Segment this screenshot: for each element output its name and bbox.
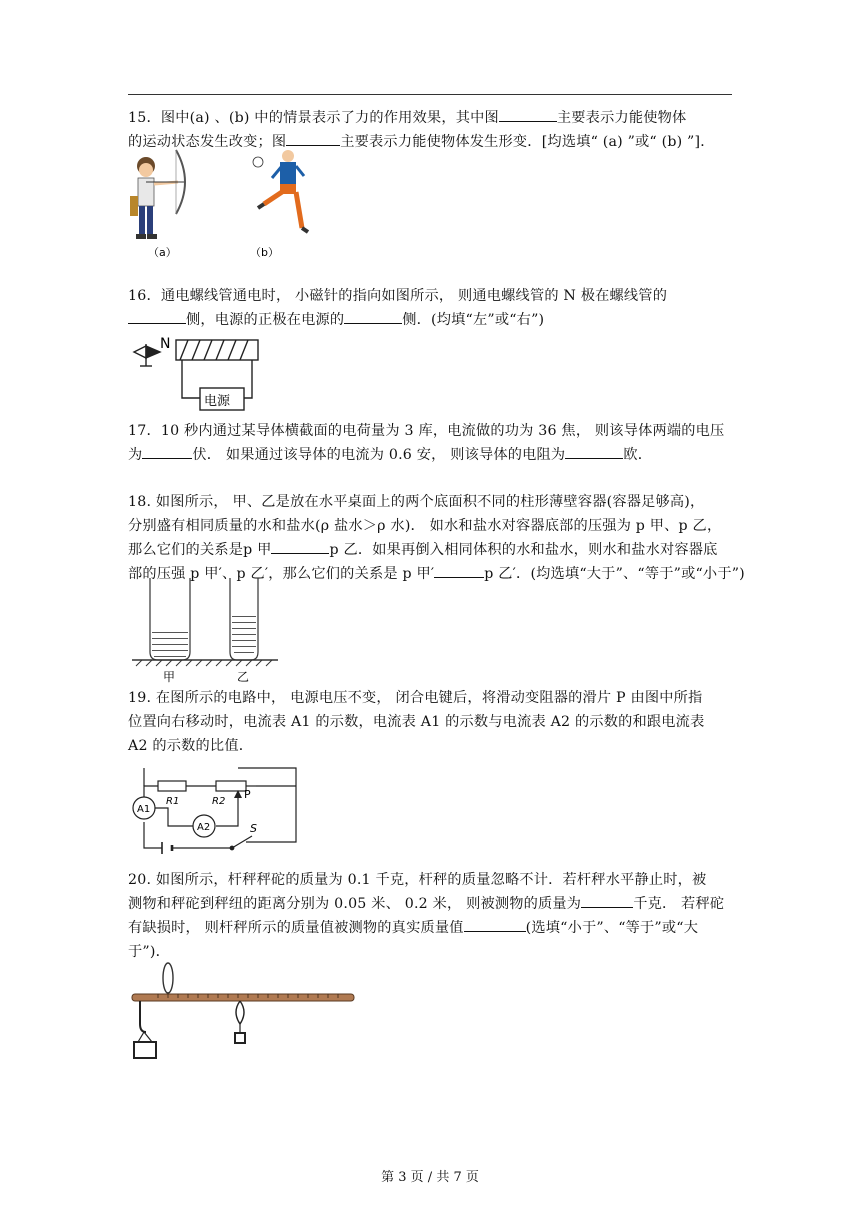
container-yi: [230, 578, 258, 660]
q16-blank-2: [344, 308, 402, 324]
q15-line1-b: 主要表示力能使物体: [556, 110, 687, 126]
q18-blank-2: [434, 562, 484, 578]
container-jia: [150, 578, 190, 660]
table-hatching: [136, 660, 272, 666]
q20-blank-2: [464, 916, 526, 932]
fig-label-a: （a）: [148, 246, 177, 259]
resistor-r2: [216, 781, 246, 791]
question-18: [128, 490, 745, 586]
liquid-yi: [232, 616, 256, 653]
question-20: [128, 868, 732, 964]
question-17: [128, 419, 732, 467]
q17-blank-2: [565, 443, 623, 459]
q17-blank-1: [142, 443, 192, 459]
q16-line2-a: 侧，电源的正极在电源的: [186, 312, 345, 328]
q19-figure: [128, 764, 304, 860]
q16-figure: [130, 334, 270, 416]
q18-figure: [130, 574, 280, 686]
q15-blank-1: [499, 106, 557, 122]
q19-line1: 19. 在图所示的电路中， 电源电压不变， 闭合电键后，将滑动变阻器的滑片 P 由图中所指: [128, 690, 703, 706]
north-label: N: [160, 336, 171, 352]
q20-figure: [128, 962, 360, 1068]
q18-blank-1: [271, 538, 329, 554]
q20-line1: 20. 如图所示，杆秤秤砣的质量为 0.1 千克，杆秤的质量忽略不计．若杆秤水平静止时，被: [128, 872, 707, 888]
q17-line2-a: 为: [128, 447, 143, 463]
q20-line3-a: 有缺损时， 则杆秤所示的质量值被测物的真实质量值: [128, 920, 464, 936]
question-16: [128, 284, 732, 332]
resistor-r1: [158, 781, 186, 791]
page-footer: 第 3 页 / 共 7 页: [381, 1170, 479, 1185]
q18-line3-a: 那么它们的关系是p 甲: [128, 542, 272, 558]
q16-blank-1: [128, 308, 186, 324]
q16-line1: 16．通电螺线管通电时， 小磁针的指向如图所示， 则通电螺线管的 N 极在螺线管的: [128, 288, 668, 304]
label-a2: A2: [197, 822, 211, 833]
q20-line2-a: 测物和秤砣到秤纽的距离分别为 0.05 米、 0.2 米， 则被测物的质量为: [128, 896, 582, 912]
counterweight: [235, 1033, 245, 1043]
q18-line2: 分别盛有相同质量的水和盐水(ρ 盐水＞ρ 水)． 如水和盐水对容器底部的压强为 p 甲、p 乙，: [128, 518, 722, 534]
q18-line4-a: 部的压强 p 甲′、p 乙′，那么它们的关系是 p 甲′: [128, 566, 435, 582]
q20-line2-b: 千克． 若秤砣: [633, 896, 725, 912]
steelyard-hanger: [163, 963, 173, 993]
soccer-player-illustration: [253, 150, 308, 232]
q15-line2-a: 的运动状态发生改变；图: [128, 134, 287, 150]
q17-line1: 17．10 秒内通过某导体横截面的电荷量为 3 库，电流做的功为 36 焦， 则该导体两端的电压: [128, 423, 725, 439]
q19-line3: A2 的示数的比值．: [128, 738, 254, 754]
header-rule: [128, 94, 732, 95]
q15-line1-a: 15．图中(a) 、(b) 中的情景表示了力的作用效果，其中图: [128, 110, 499, 126]
q18-line1: 18. 如图所示， 甲、乙是放在水平桌面上的两个底面积不同的柱形薄壁容器(容器足够高)，: [128, 494, 705, 510]
fig-label-b: （b）: [250, 246, 279, 259]
q17-line2-c: 欧．: [623, 447, 653, 463]
label-p: P: [244, 788, 251, 801]
q18-line4-b: p 乙′．(均选填“大于”、“等于”或“小于”): [484, 566, 745, 582]
q15-figure: [126, 146, 316, 264]
q15-line2-b: 主要表示力能使物体发生形变．[均选填“ (a) ”或“ (b) ”]．: [340, 134, 715, 150]
archer-illustration: [130, 150, 185, 239]
q17-line2-b: 伏． 如果通过该导体的电流为 0.6 安， 则该导体的电阻为: [192, 447, 566, 463]
label-r2: R2: [212, 796, 226, 807]
q19-line2: 位置向右移动时，电流表 A1 的示数，电流表 A1 的示数与电流表 A2 的示数的和跟电流表: [128, 714, 705, 730]
q18-line3-b: p 乙．如果再倒入相同体积的水和盐水，则水和盐水对容器底: [329, 542, 718, 558]
liquid-jia: [152, 632, 188, 657]
label-yi: 乙: [237, 670, 250, 684]
label-a1: A1: [137, 804, 151, 815]
q20-line4: 于”)．: [128, 944, 170, 960]
hook: [140, 1001, 146, 1032]
weight-string: [236, 1001, 244, 1024]
q20-blank-1: [581, 892, 633, 908]
q15-blank-2: [286, 130, 340, 146]
measured-object: [134, 1042, 156, 1058]
power-source-label: 电源: [204, 394, 231, 409]
label-jia: 甲: [163, 670, 176, 684]
solenoid-coil: [180, 340, 248, 360]
label-r1: R1: [166, 796, 180, 807]
label-s: S: [250, 822, 257, 835]
question-19: [128, 686, 732, 758]
q20-line3-b: (选填“小于”、“等于”或“大: [525, 920, 699, 936]
compass-needle-s: [134, 346, 146, 358]
compass-needle-n: [146, 346, 160, 358]
steelyard-beam: [132, 994, 354, 1001]
q16-line2-b: 侧．(均填“左”或“右”): [402, 312, 545, 328]
